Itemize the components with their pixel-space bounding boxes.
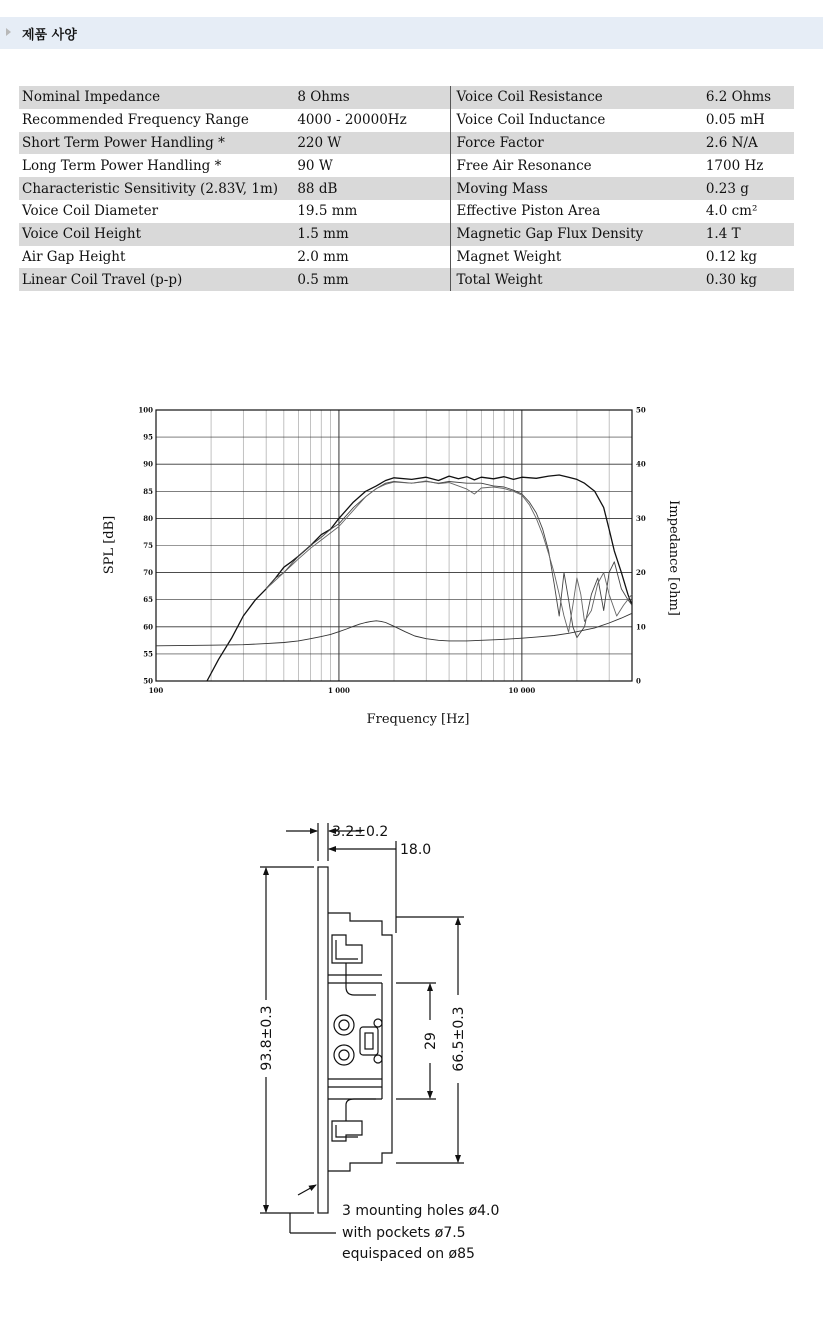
spec-value: 0.12 kg [705, 248, 758, 265]
y-axis-label: SPL [dB] [102, 515, 117, 575]
y2-tick-label: 0 [636, 676, 641, 686]
chart-ticks [138, 406, 645, 696]
spec-label: Long Term Power Handling * [22, 157, 222, 174]
spec-value: 88 dB [294, 177, 450, 200]
front-plate [318, 867, 328, 1213]
spec-label: Recommended Frequency Range [22, 112, 249, 129]
spec-label: Voice Coil Diameter [22, 203, 159, 220]
spec-label: Magnet Weight [456, 248, 562, 265]
spec-value: 1700 Hz [705, 157, 764, 174]
y-tick-label: 100 [138, 405, 153, 415]
y2-tick-label: 20 [636, 568, 646, 578]
spec-value: 4000 - 20000Hz [294, 109, 450, 132]
y-tick-label: 70 [143, 568, 153, 578]
y2-tick-label: 40 [636, 459, 646, 469]
spec-value: 90 W [294, 154, 450, 177]
spec-value: 0.5 mm [294, 268, 450, 291]
spec-label: Air Gap Height [22, 248, 126, 265]
spec-row [19, 268, 794, 291]
dim-top-depth: 18.0 [400, 842, 432, 858]
spec-row [19, 200, 794, 223]
mounting-note-line-3: equispaced on ø85 [342, 1246, 475, 1262]
spec-label: Short Term Power Handling * [19, 132, 294, 155]
spec-label: Effective Piston Area [456, 203, 601, 220]
spec-value: 0.30 kg [703, 268, 794, 291]
spec-label: Characteristic Sensitivity (2.83V, 1m) [19, 177, 294, 200]
spec-value: 0.05 mH [705, 112, 765, 129]
spec-label: Linear Coil Travel (p-p) [19, 268, 294, 291]
spec-value: 1.4 T [703, 223, 794, 246]
y2-tick-label: 30 [636, 513, 646, 523]
dim-left-height: 93.8±0.3 [259, 1005, 275, 1071]
section-header [0, 17, 823, 49]
spec-value: 0.23 g [703, 177, 794, 200]
spec-value: 220 W [294, 132, 450, 155]
dim-right-height: 66.5±0.3 [451, 1006, 467, 1072]
spec-value: 2.0 mm [294, 246, 450, 269]
y-tick-label: 85 [143, 486, 153, 496]
y-tick-label: 75 [143, 541, 153, 550]
spec-row [19, 246, 794, 269]
spec-row [19, 223, 794, 246]
series-line-1 [207, 475, 632, 681]
mechanical-drawing [250, 815, 550, 1275]
chart-grid [156, 410, 632, 681]
spec-value: 2.6 N/A [703, 132, 794, 155]
dim-middle-spacing: 29 [423, 1032, 439, 1050]
spec-label: Total Weight [450, 268, 703, 291]
mounting-note-line-2: with pockets ø7.5 [342, 1225, 466, 1241]
y-tick-label: 50 [143, 676, 153, 686]
spec-table [19, 86, 794, 291]
spec-value: 6.2 Ohms [703, 86, 794, 109]
mounting-note-line-1: 3 mounting holes ø4.0 [342, 1203, 500, 1219]
y-tick-label: 95 [143, 432, 153, 442]
x-tick-label: 1 000 [327, 686, 350, 695]
spec-value: 19.5 mm [294, 200, 450, 223]
spec-row [19, 154, 794, 177]
spec-row [19, 86, 794, 109]
y-tick-label: 90 [143, 459, 153, 469]
spec-label: Nominal Impedance [19, 86, 294, 109]
spec-row [19, 177, 794, 200]
spec-row [19, 132, 794, 155]
y2-axis-label: Impedance [ohm] [666, 500, 681, 616]
spec-label: Voice Coil Height [19, 223, 294, 246]
spec-label: Voice Coil Resistance [450, 86, 703, 109]
dim-top-thickness: 3.2±0.2 [332, 824, 389, 840]
y-tick-label: 65 [143, 595, 153, 605]
y-tick-label: 60 [143, 622, 153, 632]
y-tick-label: 80 [143, 513, 153, 523]
section-title: 제품 사양 [22, 28, 77, 43]
x-tick-label: 100 [148, 686, 164, 695]
spec-label: Voice Coil Inductance [456, 112, 606, 129]
spec-value: 8 Ohms [294, 86, 450, 109]
x-tick-label: 10 000 [508, 686, 536, 695]
spec-label: Moving Mass [450, 177, 703, 200]
spec-label: Magnetic Gap Flux Density [450, 223, 703, 246]
y2-tick-label: 10 [636, 622, 646, 632]
y2-tick-label: 50 [636, 405, 646, 415]
spec-label: Force Factor [450, 132, 703, 155]
spec-value: 4.0 cm² [705, 203, 758, 220]
spec-row [19, 109, 794, 132]
spec-value: 1.5 mm [294, 223, 450, 246]
y-tick-label: 55 [143, 649, 153, 659]
frequency-response-chart [100, 395, 700, 740]
spec-label: Free Air Resonance [456, 157, 592, 174]
x-axis-label: Frequency [Hz] [366, 712, 470, 727]
bullet-arrow-icon [6, 28, 11, 36]
